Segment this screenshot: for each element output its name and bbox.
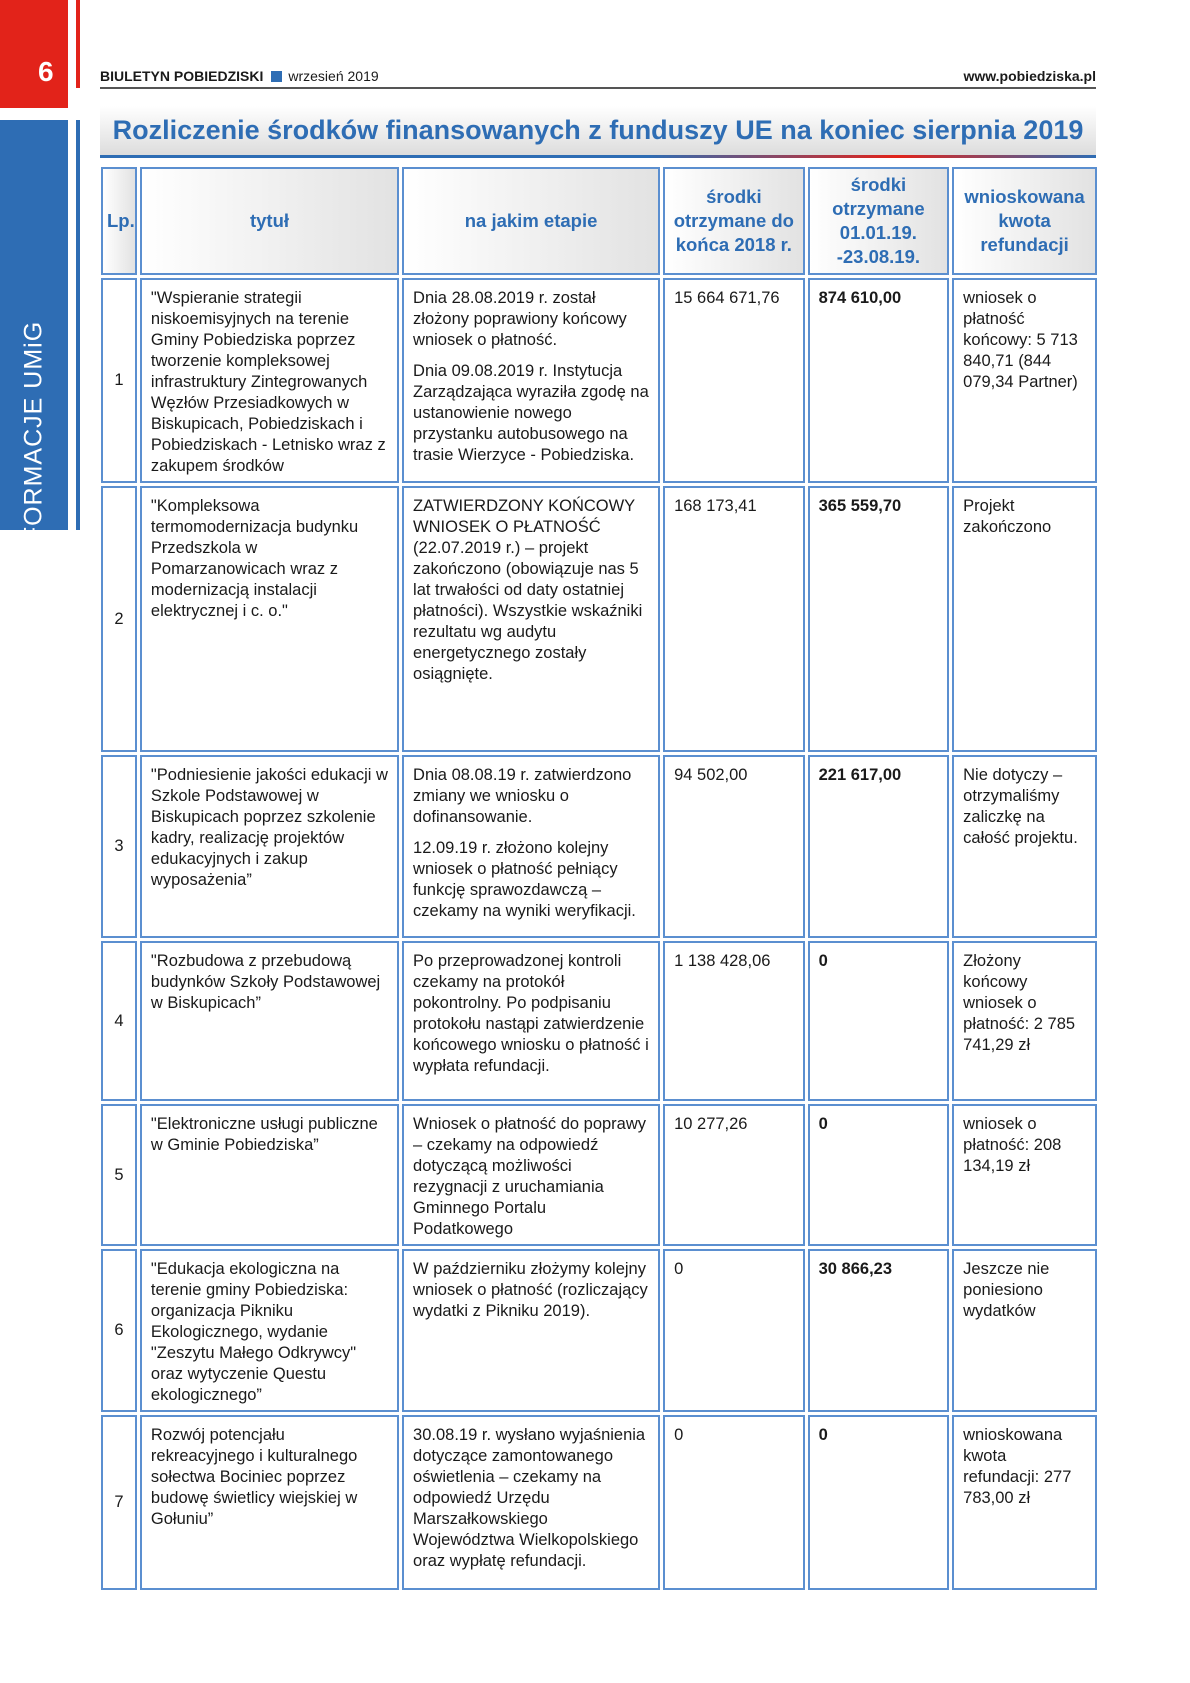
funds-table (98, 164, 1100, 1593)
blue-accent-line (76, 120, 80, 530)
row-lp: 3 (101, 755, 137, 938)
row-refund: Jeszcze nie poniesiono wydatków (952, 1249, 1097, 1412)
table-row (101, 486, 1097, 752)
square-icon (271, 71, 282, 82)
row-received-2019: 365 559,70 (808, 486, 950, 752)
row-stage (402, 755, 660, 938)
row-received-2018: 1 138 428,06 (663, 941, 805, 1101)
section-tab (0, 120, 68, 570)
header-divider (100, 87, 1096, 89)
page-number: 6 (38, 56, 54, 87)
table-row (101, 755, 1097, 938)
row-refund: Projekt zakończono (952, 486, 1097, 752)
col-header-lp: Lp. (101, 167, 137, 275)
row-title: Rozwój potencjału rekreacyjnego i kulturalnego sołectwa Bociniec poprzez budowę świetlicy wiejskiej w Gołuniu” (140, 1415, 399, 1590)
col-header-received-2018: środki otrzymane do końca 2018 r. (663, 167, 805, 275)
row-title: "Edukacja ekologiczna na terenie gminy Pobiedziska: organizacja Pikniku Ekologicznego, wydanie "Zeszytu Małego Odkrywcy" oraz wytyczenie Questu ekologicznego” (140, 1249, 399, 1412)
red-accent-line (76, 0, 80, 88)
row-stage-part: Dnia 08.08.19 r. zatwierdzono zmiany we wniosku o dofinansowanie. (413, 766, 632, 826)
row-received-2018: 0 (663, 1415, 805, 1590)
issue-date: wrzesień 2019 (288, 68, 379, 84)
col-header-received-2019: środki otrzymane 01.01.19. -23.08.19. (808, 167, 950, 275)
row-title: "Rozbudowa z przebudową budynków Szkoły Podstawowej w Biskupicach” (140, 941, 399, 1101)
row-received-2019: 0 (808, 1104, 950, 1246)
row-lp: 5 (101, 1104, 137, 1246)
row-received-2019: 874 610,00 (808, 278, 950, 483)
row-stage: ZATWIERDZONY KOŃCOWY WNIOSEK O PŁATNOŚĆ (22.07.2019 r.) – projekt zakończono (obowiązuje nas 5 lat trwałości od daty ostatniej płatności). Wszystkie wskaźniki rezultatu wg audytu energetycznego zostały osiągnięte. (402, 486, 660, 752)
row-stage-part: 12.09.19 r. złożono kolejny wniosek o płatność pełniący funkcję sprawozdawczą – czekamy na wyniki weryfikacji. (413, 839, 636, 920)
row-refund: Złożony końcowy wniosek o płatność: 2 785 741,29 zł (952, 941, 1097, 1101)
row-lp: 6 (101, 1249, 137, 1412)
row-received-2018: 15 664 671,76 (663, 278, 805, 483)
title-band (100, 106, 1096, 156)
row-received-2019: 0 (808, 1415, 950, 1590)
row-received-2018: 168 173,41 (663, 486, 805, 752)
title-underline (100, 155, 1096, 158)
row-lp: 4 (101, 941, 137, 1101)
row-received-2018: 94 502,00 (663, 755, 805, 938)
page-title: Rozliczenie środków finansowanych z funduszy UE na koniec sierpnia 2019 (112, 115, 1084, 145)
publication-name: BIULETYN POBIEDZISKI (100, 68, 264, 84)
row-received-2018: 0 (663, 1249, 805, 1412)
row-lp: 7 (101, 1415, 137, 1590)
row-title: "Elektroniczne usługi publiczne w Gminie Pobiedziska” (140, 1104, 399, 1246)
row-refund: wniosek o płatność końcowy: 5 713 840,71 (844 079,34 Partner) (952, 278, 1097, 483)
row-received-2018: 10 277,26 (663, 1104, 805, 1246)
row-title: "Kompleksowa termomodernizacja budynku Przedszkola w Pomarzanowicach wraz z modernizacją instalacji elektrycznej i c. o." (140, 486, 399, 752)
row-stage: Po przeprowadzonej kontroli czekamy na protokół pokontrolny. Po podpisaniu protokołu nastąpi zatwierdzenie końcowego wniosku o płatność i wypłata refundacji. (402, 941, 660, 1101)
table-row (101, 278, 1097, 483)
table-header-row (101, 167, 1097, 275)
website-link[interactable]: www.pobiedziska.pl (963, 68, 1096, 84)
row-title: "Wspieranie strategii niskoemisyjnych na terenie Gminy Pobiedziska poprzez tworzenie kompleksowej infrastruktury Zintegrowanych Węzłów Przesiadkowych w Biskupicach, Pobiedziskach i Pobiedziskach - Letnisko wraz z zakupem środków (140, 278, 399, 483)
row-title: "Podniesienie jakości edukacji w Szkole Podstawowej w Biskupicach poprzez szkolenie kadry, realizację projektów edukacyjnych i zakup wyposażenia” (140, 755, 399, 938)
table-row (101, 1104, 1097, 1246)
col-header-refund: wnioskowana kwota refundacji (952, 167, 1097, 275)
section-label: INFORMACJE UMiG (19, 320, 48, 570)
col-header-title: tytuł (140, 167, 399, 275)
row-refund: wniosek o płatność: 208 134,19 zł (952, 1104, 1097, 1246)
row-refund: Nie dotyczy – otrzymaliśmy zaliczkę na całość projektu. (952, 755, 1097, 938)
row-stage: Wniosek o płatność do poprawy – czekamy na odpowiedź dotyczącą możliwości rezygnacji z uruchamiania Gminnego Portalu Podatkowego (402, 1104, 660, 1246)
row-stage-part: Dnia 28.08.2019 r. został złożony poprawiony końcowy wniosek o płatność. (413, 289, 627, 349)
row-refund: wnioskowana kwota refundacji: 277 783,00 zł (952, 1415, 1097, 1590)
row-received-2019: 30 866,23 (808, 1249, 950, 1412)
row-lp: 1 (101, 278, 137, 483)
row-stage: W październiku złożymy kolejny wniosek o płatność (rozliczający wydatki z Pikniku 2019). (402, 1249, 660, 1412)
table-row (101, 1415, 1097, 1590)
page-header (100, 68, 1096, 86)
table-row (101, 941, 1097, 1101)
row-stage-part: Dnia 09.08.2019 r. Instytucja Zarządzająca wyraziła zgodę na ustanowienie nowego przystanku autobusowego na trasie Wierzyce - Pobiedziska. (413, 362, 649, 464)
row-lp: 2 (101, 486, 137, 752)
col-header-stage: na jakim etapie (402, 167, 660, 275)
table-row (101, 1249, 1097, 1412)
row-received-2019: 221 617,00 (808, 755, 950, 938)
row-stage (402, 278, 660, 483)
row-stage: 30.08.19 r. wysłano wyjaśnienia dotyczące zamontowanego oświetlenia – czekamy na odpowiedź Urzędu Marszałkowskiego Województwa Wielkopolskiego oraz wypłatę refundacji. (402, 1415, 660, 1590)
row-received-2019: 0 (808, 941, 950, 1101)
page-number-tab (0, 0, 68, 108)
